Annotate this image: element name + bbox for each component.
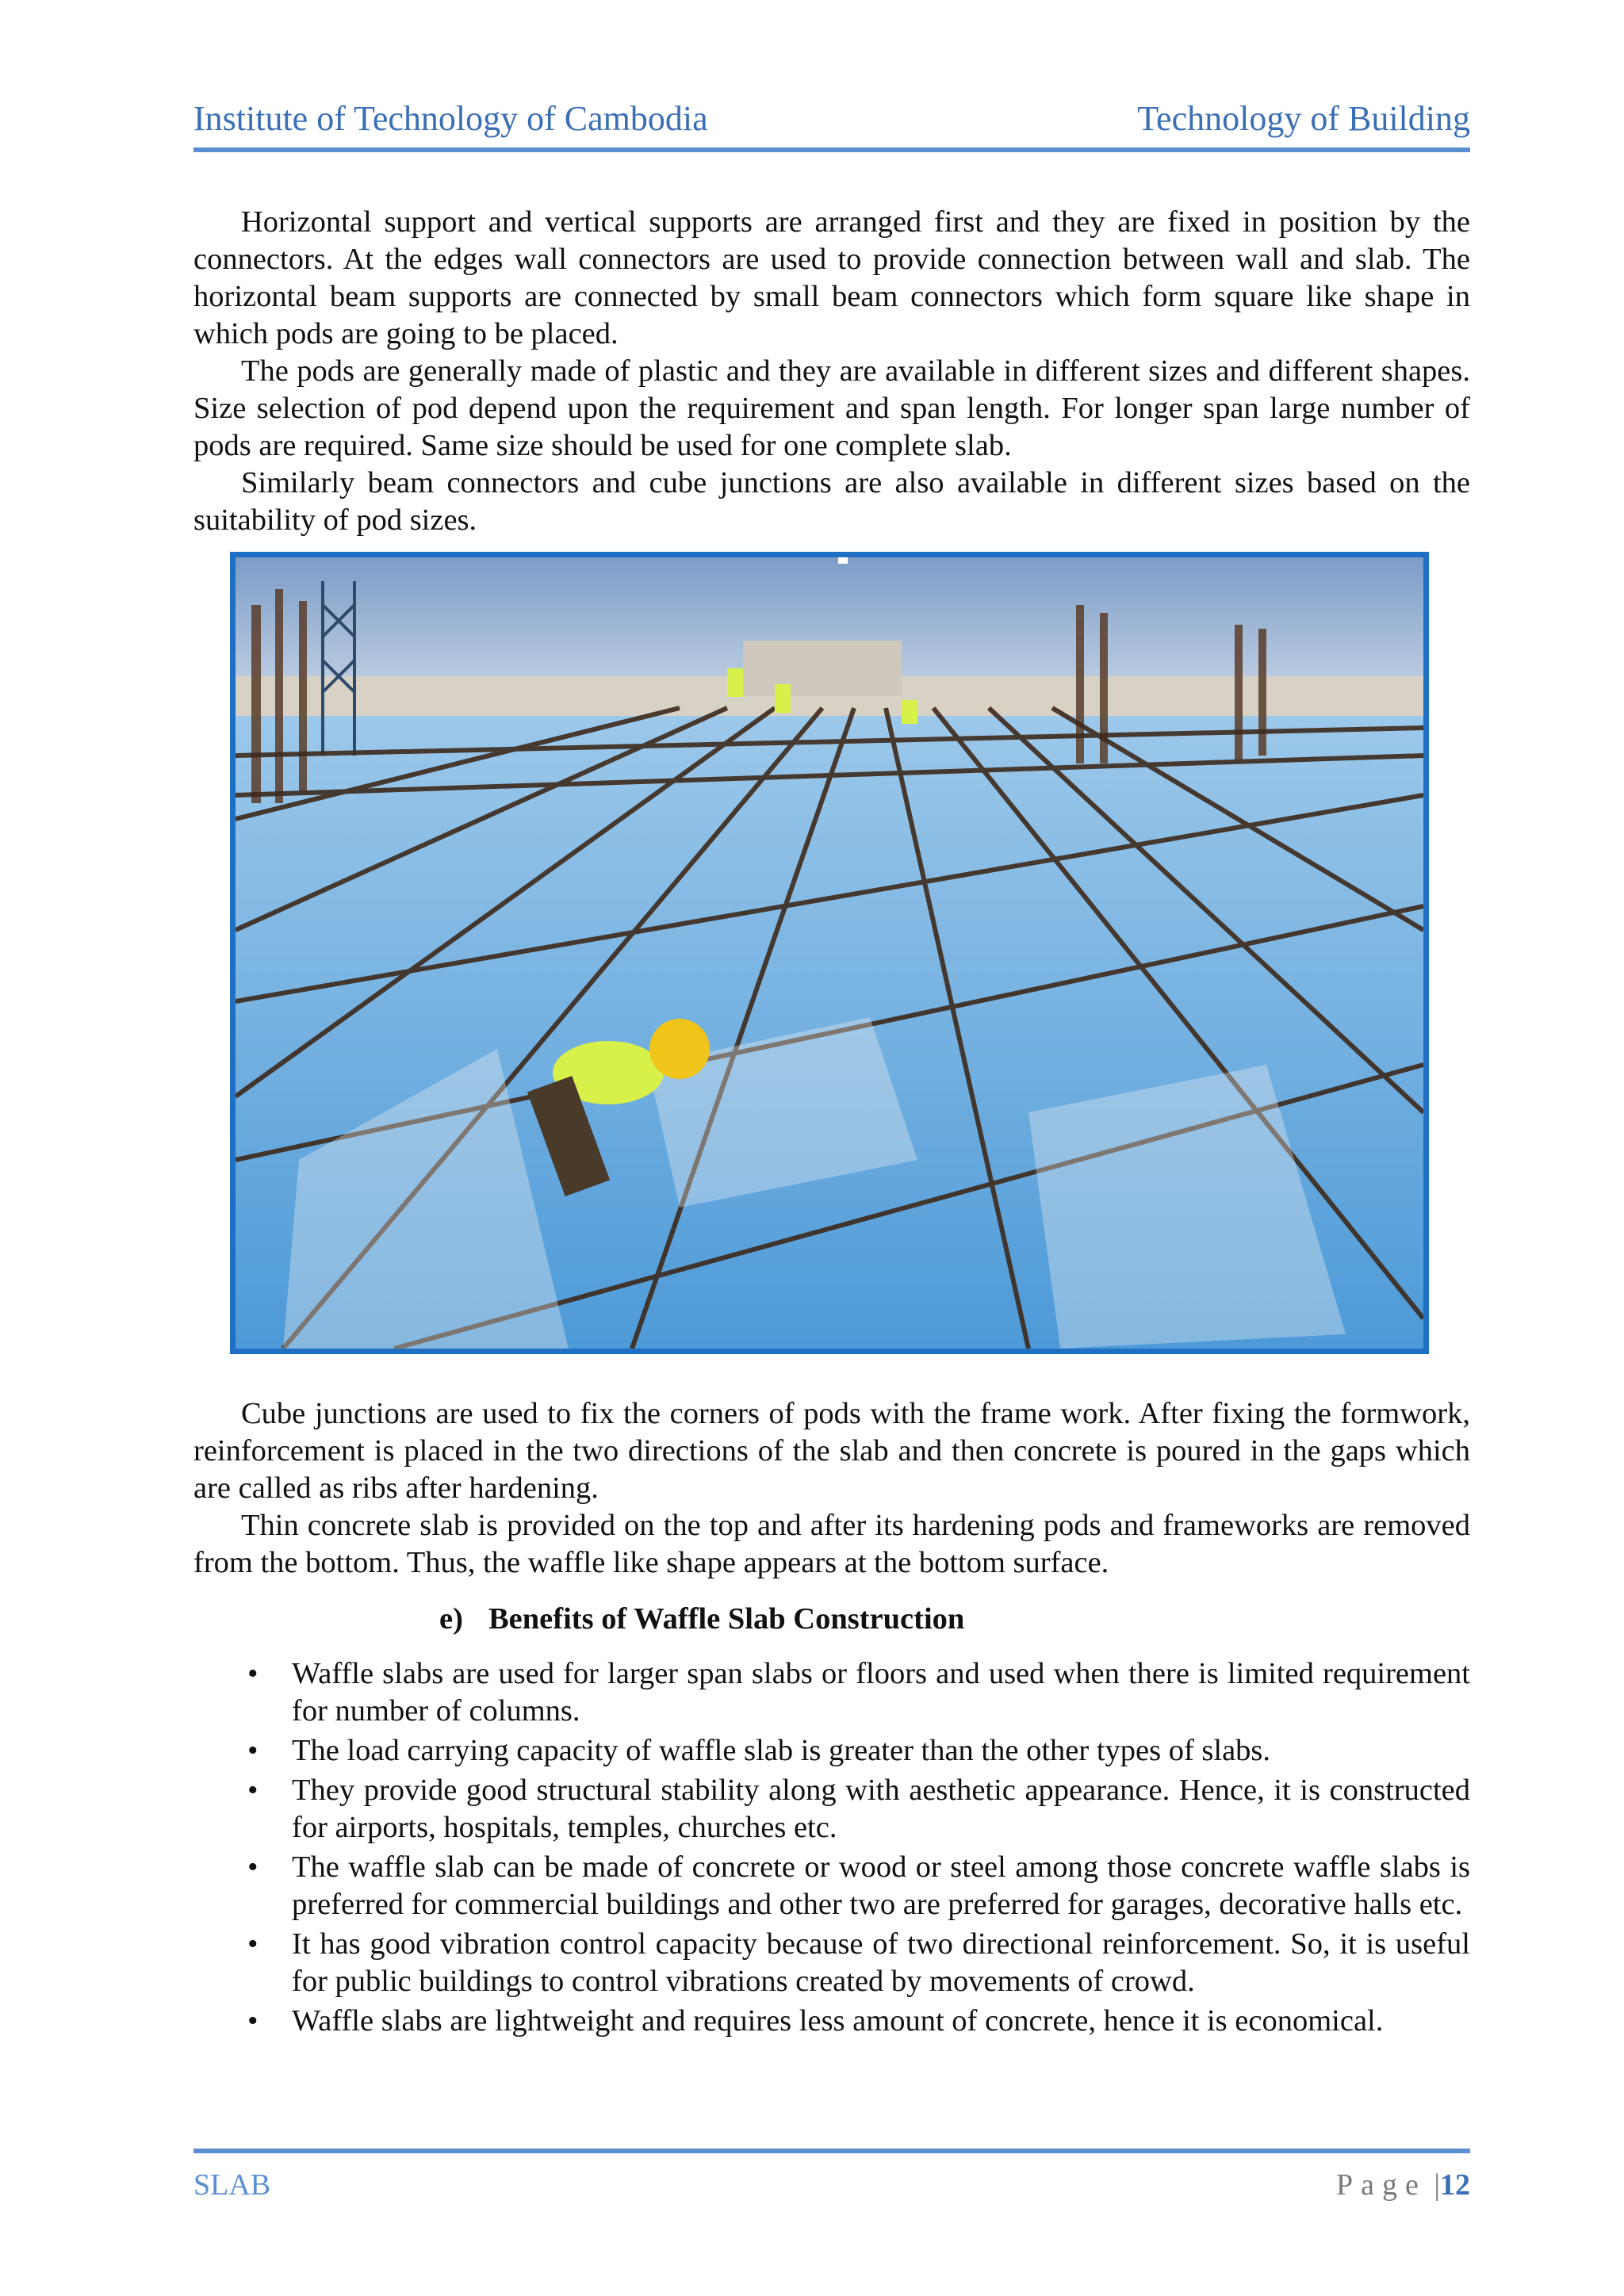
intro-text xyxy=(193,204,1470,539)
footer-rule xyxy=(193,2149,1470,2153)
bullet-icon: • xyxy=(247,1850,259,1884)
list-item xyxy=(193,1655,1470,1730)
paragraph: Thin concrete slab is provided on the top and after its hardening pods and frameworks are removed from the bottom. Thus, the waffle like shape appears at the bottom surface. xyxy=(193,1509,1470,1579)
page-header xyxy=(193,98,1470,146)
waffle-slab-photo xyxy=(230,552,1429,1354)
header-institute: Institute of Technology of Cambodia xyxy=(193,99,708,138)
paragraph: Horizontal support and vertical supports are arranged first and they are fixed in position by the connectors. At the edges wall connectors are used to provide connection between wall and slab. The horizontal beam supports are connected by small beam connectors which form square like shape in which pods are going to be placed. xyxy=(193,205,1470,350)
benefits-list xyxy=(193,1655,1470,2042)
list-item-text: Waffle slabs are lightweight and requires less amount of concrete, hence it is economical. xyxy=(292,2004,1384,2038)
list-item-text: They provide good structural stability along with aesthetic appearance. Hence, it is constructed for airports, hospitals, temples, churches etc. xyxy=(292,1774,1470,1844)
list-item xyxy=(193,1772,1470,1846)
list-item-text: The waffle slab can be made of concrete or wood or steel among those concrete waffle slabs is preferred for commercial buildings and other two are preferred for garages, decorative halls etc. xyxy=(292,1850,1470,1921)
list-item xyxy=(193,2003,1470,2040)
detail-text xyxy=(193,1395,1470,1582)
list-item xyxy=(193,1926,1470,2000)
paragraph: Similarly beam connectors and cube junctions are also available in different sizes based on the suitability of pod sizes. xyxy=(193,466,1470,537)
page-separator: | xyxy=(1434,2168,1440,2202)
bullet-icon: • xyxy=(247,1774,259,1807)
section-marker: e) xyxy=(439,1602,463,1636)
paragraph: The pods are generally made of plastic and they are available in different sizes and different shapes. Size selection of pod depend upon the requirement and span length. For longer span large number of pods are required. Same size should be used for one complete slab. xyxy=(193,354,1470,462)
list-item-text: Waffle slabs are used for larger span slabs or floors and used when there is limited requirement for number of columns. xyxy=(292,1657,1470,1728)
construction-site-illustration xyxy=(236,557,1423,1349)
footer-chapter: SLAB xyxy=(193,2168,271,2202)
page-number-label xyxy=(1336,2168,1470,2202)
bullet-icon: • xyxy=(247,1927,259,1961)
bullet-icon: • xyxy=(247,1734,259,1767)
list-item-text: It has good vibration control capacity because of two directional reinforcement. So, it is useful for public buildings to control vibrations created by movements of crowd. xyxy=(292,1927,1470,1998)
list-item xyxy=(193,1732,1470,1770)
section-title: Benefits of Waffle Slab Construction xyxy=(488,1602,965,1636)
list-item xyxy=(193,1849,1470,1923)
bullet-icon: • xyxy=(247,1657,259,1690)
page-word: Page xyxy=(1336,2168,1427,2202)
header-course: Technology of Building xyxy=(1137,99,1470,138)
section-heading xyxy=(439,1601,964,1636)
list-item-text: The load carrying capacity of waffle slab is greater than the other types of slabs. xyxy=(292,1734,1271,1767)
bullet-icon: • xyxy=(247,2004,259,2038)
page-number: 12 xyxy=(1440,2168,1470,2202)
header-rule xyxy=(193,147,1470,152)
paragraph: Cube junctions are used to fix the corners of pods with the frame work. After fixing the formwork, reinforcement is placed in the two directions of the slab and then concrete is poured in the gaps which are called as ribs after hardening. xyxy=(193,1397,1470,1505)
